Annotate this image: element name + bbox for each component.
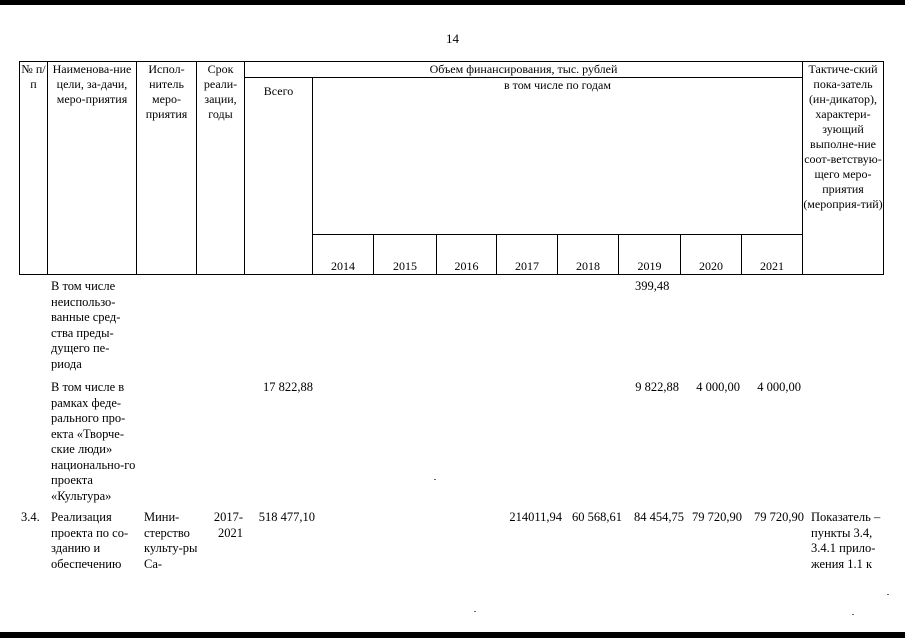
scan-speck [434,479,436,480]
row-value-2018: 60 568,61 [572,510,622,524]
row-value-2021: 4 000,00 [757,380,801,394]
row-total: 518 477,10 [258,510,315,524]
header-year-2018: 2018 [558,235,619,275]
header-year-2020: 2020 [681,235,742,275]
header-funding: Объем финансирования, тыс. рублей [245,62,803,78]
row-value-2020: 4 000,00 [696,380,740,394]
funding-table-header [19,61,884,275]
scan-speck [887,594,889,595]
row-value-2019: 9 822,88 [635,380,679,394]
header-year-2017: 2017 [497,235,558,275]
header-period: Срок реали-зации, годы [197,62,245,275]
header-number: № п/п [20,62,48,275]
header-year-2016: 2016 [437,235,497,275]
header-by-years: в том числе по годам [313,78,803,235]
row-value-2020: 79 720,90 [692,510,742,524]
row-value-2021: 79 720,90 [754,510,804,524]
header-year-2019: 2019 [619,235,681,275]
row-executor: Мини-стерство культу-ры Са- [144,510,198,571]
header-total: Всего [245,78,313,275]
top-border-rule [0,0,905,5]
bottom-border-rule [0,632,905,638]
row-name: Реализация проекта по со-зданию и обеспечению [51,510,129,571]
row-indicator: Показатель – пункты 3.4, 3.4.1 прило-жения 1.1 к [811,510,881,571]
page-number: 14 [446,31,459,46]
header-year-2021: 2021 [742,235,803,275]
row-name: В том числе неиспользо-ванные сред-ства преды-дущего пе-риода [51,279,121,371]
row-name: В том числе в рамках феде-рального про-екта «Творче-ские люди» национально-го проекта «Культура» [51,380,136,503]
scan-speck [852,614,854,615]
row-number: 3.4. [21,510,40,524]
header-name: Наименова-ние цели, за-дачи, меро-приятия [48,62,137,275]
table-body [19,277,889,577]
header-executor: Испол-нитель меро-приятия [137,62,197,275]
scan-speck [474,611,476,612]
row-value-2019: 84 454,75 [634,510,684,524]
row-value-2017: 214011,94 [509,510,562,524]
row-period: 2017-2021 [213,510,243,540]
row-total: 17 822,88 [263,380,313,394]
header-year-2015: 2015 [374,235,437,275]
header-year-2014: 2014 [313,235,374,275]
header-indicator: Тактиче-ский пока-затель (ин-дикатор), характери-зующий выполне-ние соот-ветствую-щего меро-приятия (мероприя-тий) [803,62,884,275]
row-value-2019: 399,48 [635,279,670,293]
